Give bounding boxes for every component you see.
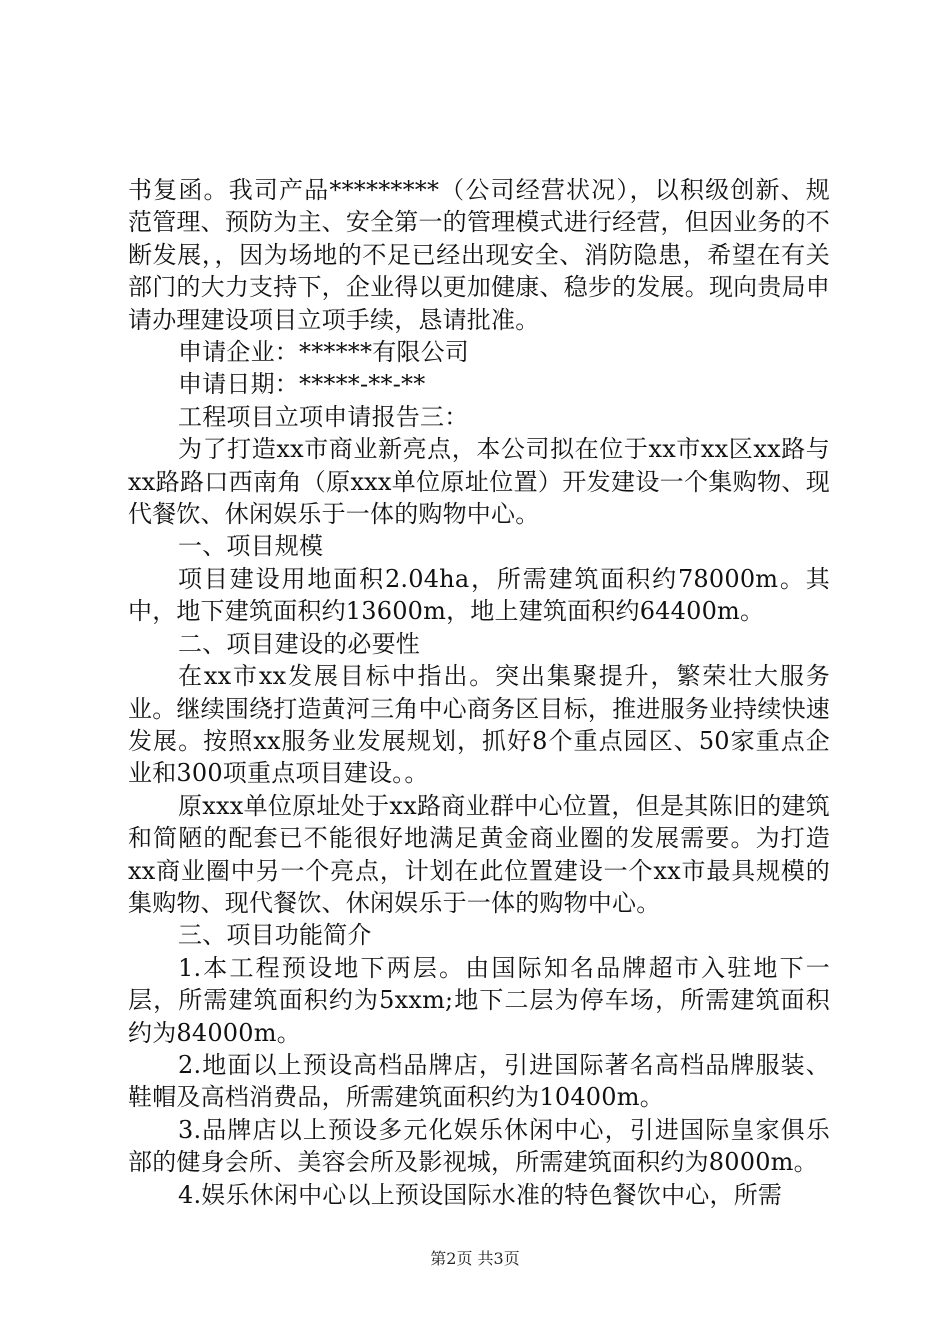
- paragraph-necessity-1: 在xx市xx发展目标中指出。突出集聚提升，繁荣壮大服务业。继续围绕打造黄河三角中心商务区目标，推进服务业持续快速发展。按照xx服务业发展规划，抓好8个重点园区、50家重点企业和300项重点项目建设。。: [128, 662, 830, 788]
- report-heading: 工程项目立项申请报告三：: [178, 402, 469, 431]
- section-heading-scale: 一、项目规模: [178, 532, 324, 561]
- paragraph-scale: 项目建设用地面积2.04ha，所需建筑面积约78000m。其中，地下建筑面积约13600m，地上建筑面积约64400m。: [128, 564, 830, 626]
- paragraph-necessity-2: 原xxx单位原址处于xx路商业群中心位置，但是其陈旧的建筑和简陋的配套已不能很好地满足黄金商业圈的发展需要。为打造xx商业圈中另一个亮点，计划在此位置建设一个xx市最具规模的集购物、现代餐饮、休闲娱乐于一体的购物中心。: [128, 791, 830, 917]
- document-body: [128, 174, 830, 1211]
- list-item-function-1: 1.本工程预设地下两层。由国际知名品牌超市入驻地下一层，所需建筑面积约为5xxm;地下二层为停车场，所需建筑面积约为84000m。: [128, 953, 830, 1047]
- list-item-function-4: 4.娱乐休闲中心以上预设国际水准的特色餐饮中心，所需: [178, 1180, 783, 1209]
- list-item-function-3: 3.品牌店以上预设多元化娱乐休闲中心，引进国际皇家俱乐部的健身会所、美容会所及影视城，所需建筑面积约为8000m。: [128, 1115, 830, 1177]
- list-item-function-2: 2.地面以上预设高档品牌店，引进国际著名高档品牌服装、鞋帽及高档消费品，所需建筑面积约为10400m。: [128, 1050, 830, 1112]
- page-number-footer: 第2页 共3页: [430, 1249, 520, 1268]
- application-date-line: 申请日期：*****-**-**: [178, 370, 426, 399]
- section-heading-functions: 三、项目功能简介: [178, 921, 372, 950]
- section-heading-necessity: 二、项目建设的必要性: [178, 629, 420, 658]
- applicant-company-line: 申请企业：******有限公司: [178, 338, 469, 367]
- paragraph-continuation: 书复函。我司产品*********（公司经营状况），以积级创新、规范管理、预防为主、安全第一的管理模式进行经营，但因业务的不断发展，，因为场地的不足已经出现安全、消防隐患，希望在有关部门的大力支持下，企业得以更加健康、稳步的发展。现向贵局申请办理建设项目立项手续，恳请批准。: [128, 176, 830, 334]
- paragraph-intro: 为了打造xx市商业新亮点，本公司拟在位于xx市xx区xx路与xx路路口西南角（原xxx单位原址位置）开发建设一个集购物、现代餐饮、休闲娱乐于一体的购物中心。: [128, 435, 830, 529]
